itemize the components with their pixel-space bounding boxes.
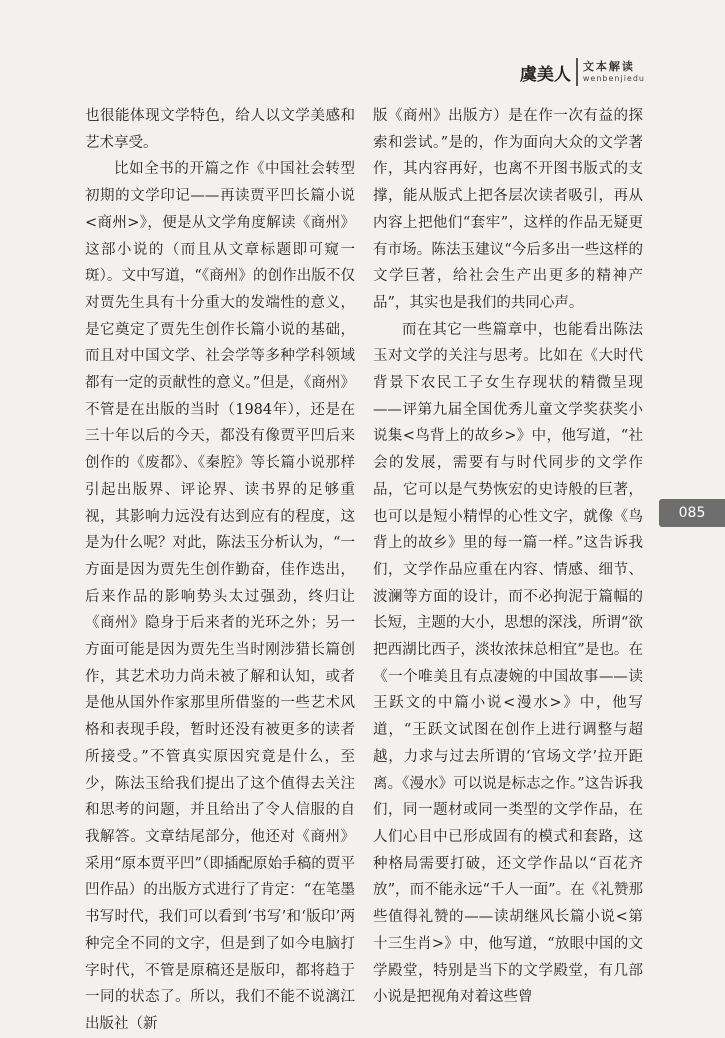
paragraph: 比如全书的开篇之作《中国社会转型初期的文学印记——再读贾平凹长篇小说<商州>》，便是从文学角度解读《商州》这部小说的（而且从文章标题即可窥一斑）。文中写道，“《商州》的创作出版不仅对贾先生具有十分重大的发端性的意义，是它奠定了贾先生创作长篇小说的基础，而且对中国文学、社会学等多种学科领域都有一定的贡献性的意义。”但是，《商州》不管是在出版的当时（1984年），还是在三十年以后的今天，都没有像贾平凹后来创作的《废都》、《秦腔》等长篇小说那样引起出版界、评论界、读书界的足够重视，其影响力远没有达到应有的程度，这是为什么呢？对此，陈法玉分析认为，“一方面是因为贾先生创作勤奋，佳作迭出，后来作品的影响势头太过强劲，终归让《商州》隐身于后来者的光环之外；另一方面可能是因为贾先生当时刚涉猎长篇创作，其艺术功力尚未被了解和认知，或者是他从国外作家那里所借鉴的一些艺术风格和表现手段，暂时还没有被更多的读者所接受。”不管真实原因究竟是什么，至少，陈法玉给我们提出了这个值得去关注和思考的问题，并且给出了令人信服的自我解答。文章结尾部分，他还对《商州》采用“原本贾平凹”（即插配原始手稿的贾平凹作品）的出版方式进行了肯定：“在笔墨书写时代，我们可以看到‘书写’和‘版印’两种完全不同的文字，但是到了如今电脑打字时代，不管是原稿还是版印，都将趋于一同的状态了。所以，我们不能不说漓江出版社（新	[85, 161, 355, 1032]
section-subtitle-cn: 文本解读	[582, 60, 635, 73]
page-number: 085	[659, 499, 725, 527]
header-divider	[576, 58, 578, 86]
running-header	[520, 58, 645, 86]
section-title: 虞美人	[519, 64, 571, 85]
section-subtitle-en: wenbenjiedu	[582, 74, 645, 83]
paragraph: 而在其它一些篇章中，也能看出陈法玉对文学的关注与思考。比如在《大时代背景下农民工子女生存现状的精微呈现——评第九届全国优秀儿童文学奖获奖小说集<鸟背上的故乡>》中，他写道，“社会的发展，需要有与时代同步的文学作品，它可以是气势恢宏的史诗般的巨著，也可以是短小精悍的心性文字，就像《鸟背上的故乡》里的每一篇一样。”这告诉我们，文学作品应重在内容、情感、细节、波澜等方面的设计，而不必拘泥于篇幅的长短，主题的大小，思想的深浅，所谓“欲把西湖比西子，淡妆浓抹总相宜”是也。在《一个唯美且有点凄婉的中国故事——读王跃文的中篇小说<漫水>》中，他写道，“王跃文试图在创作上进行调整与超越，力求与过去所谓的‘官场文学’拉开距离。《漫水》可以说是标志之作。”这告诉我们，同一题材或同一类型的文学作品，在人们心目中已形成固有的模式和套路，这种格局需要打破，还文学作品以“百花齐放”，而不能永远“千人一面”。在《礼赞那些值得礼赞的——读胡继风长篇小说<第十三生肖>》中，他写道，“放眼中国的文学殿堂，特别是当下的文学殿堂，有几部小说是把视角对着这些曾	[373, 321, 643, 1006]
section-subtitle	[583, 61, 645, 83]
left-column	[85, 103, 355, 1038]
right-column	[373, 103, 643, 1011]
paragraph: 版《商州》出版方）是在作一次有益的探索和尝试。”是的，作为面向大众的文学著作，其内容再好，也离不开图书版式的支撑，能从版式上把各层次读者吸引，再从内容上把他们“套牢”，这样的作品无疑更有市场。陈法玉建议“今后多出一些这样的文学巨著，给社会生产出更多的精神产品”，其实也是我们的共同心声。	[373, 108, 643, 311]
paragraph: 也很能体现文学特色，给人以文学美感和艺术享受。	[85, 108, 355, 151]
